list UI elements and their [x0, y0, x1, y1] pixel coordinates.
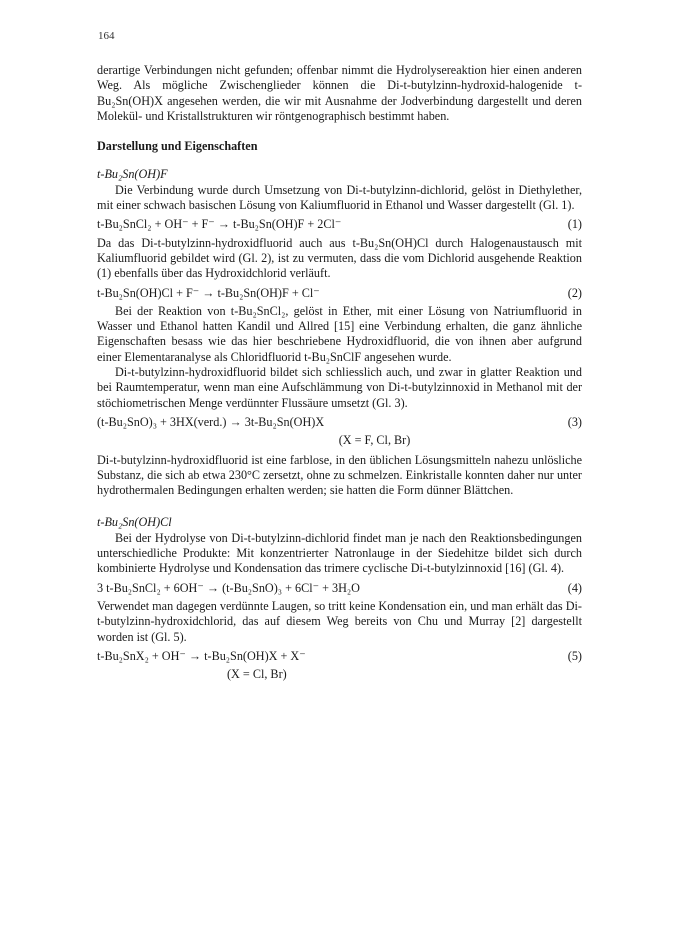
paragraph-2: Da das Di-t-butylzinn-hydroxidfluorid auch aus t-Bu₂Sn(OH)Cl durch Halogenaustausch mit Kaliumfluorid gebildet wird (Gl. 2), ist zu vermuten, dass die vom Dichlorid ausgehende Reaktion (1) ebenfalls über das Hydroxidchlorid verläuft.	[97, 235, 582, 281]
intro-paragraph: derartige Verbindungen nicht gefunden; offenbar nimmt die Hydrolysereaktion hier einen anderen Weg. Als mögliche Zwischenglieder können die Di-t-butylzinn-hydroxid-halogenide t-Bu₂Sn(OH)X angesehen werden, die wir mit Ausnahme der Jodverbindung dargestellt und deren Molekül- und Kristallstrukturen wir röntgenographisch bestimmt haben.	[97, 63, 582, 123]
section-heading: Darstellung und Eigenschaften	[97, 139, 258, 154]
paragraph-1: Die Verbindung wurde durch Umsetzung von Di-t-butylzinn-dichlorid, gelöst in Diethylether, mit einer schwach basischen Lösung von Kaliumfluorid in Ethanol und Wasser dargestellt (Gl. 1).	[97, 182, 582, 213]
equation-3-number: (3)	[567, 414, 582, 429]
paragraph-7: Verwendet man dagegen verdünnte Laugen, so tritt keine Kondensation ein, und man erhält das Di-t-butylzinn-hydroxidchlorid, das auf diesem Weg bereits von Chu und Murray [2] dargestellt worden ist (Gl. 5).	[97, 598, 582, 644]
equation-5-text: t-Bu₂SnX₂ + OH⁻ → t-Bu₂Sn(OH)X + X⁻	[97, 648, 306, 663]
equation-3-condition: (X = F, Cl, Br)	[338, 433, 411, 448]
equation-4-number: (4)	[567, 580, 582, 595]
equation-1-text: t-Bu₂SnCl₂ + OH⁻ + F⁻ → t-Bu₂Sn(OH)F + 2Cl⁻	[97, 217, 342, 232]
paragraph-5: Di-t-butylzinn-hydroxidfluorid ist eine farblose, in den üblichen Lösungsmitteln nahezu unlösliche Substanz, die sich ab etwa 230°C zersetzt, ohne zu schmelzen. Einkristalle konnten daher nur unter hydrothermalen Bedingungen erhalten werden; sie hatten die Form dünner Blättchen.	[97, 452, 582, 498]
paragraph-3: Bei der Reaktion von t-Bu₂SnCl₂, gelöst in Ether, mit einer Lösung von Natriumfluorid in Wasser und Ethanol hatten Kandil und Allred [15] eine Verbindung erhalten, die ganz ähnliche Eigenschaften besass wie das hier beschriebene Hydroxidfluorid, die von ihnen aber aufgrund einer Elementaranalyse als Chloridfluorid t-Bu₂SnClF angesehen wurde.	[97, 303, 582, 364]
equation-5	[97, 649, 582, 664]
paragraph-6: Bei der Hydrolyse von Di-t-butylzinn-dichlorid findet man je nach den Reaktionsbedingungen unterschiedliche Produkte: Mit konzentrierter Natronlauge in der Siedehitze bildet sich durch kombinierte Hydrolyse und Kondensation das trimere cyclische Di-t-butylzinnoxid [16] (Gl. 4).	[97, 530, 582, 576]
page-number: 164	[98, 30, 115, 42]
equation-4-text: 3 t-Bu₂SnCl₂ + 6OH⁻ → (t-Bu₂SnO)₃ + 6Cl⁻ + 3H₂O	[97, 580, 360, 595]
equation-5-condition: (X = Cl, Br)	[227, 667, 287, 682]
equation-1-number: (1)	[567, 217, 582, 232]
page-body	[97, 63, 582, 686]
equation-2-text: t-Bu₂Sn(OH)Cl + F⁻ → t-Bu₂Sn(OH)F + Cl⁻	[97, 285, 320, 300]
equation-2	[97, 286, 582, 301]
equation-4	[97, 581, 582, 596]
subheading-hydroxidchlorid: t-Bu₂Sn(OH)Cl	[97, 515, 172, 530]
paragraph-4: Di-t-butylzinn-hydroxidfluorid bildet sich schliesslich auch, und zwar in glatter Reaktion und bei Raumtemperatur, wenn man eine Aufschlämmung von Di-t-butylzinnoxid in Methanol mit der stöchiometrischen Menge verdünnter Flussäure umsetzt (Gl. 3).	[97, 365, 582, 410]
subheading-hydroxidfluorid: t-Bu₂Sn(OH)F	[97, 167, 168, 182]
equation-3	[97, 415, 582, 430]
equation-3-text: (t-Bu₂SnO)₃ + 3HX(verd.) → 3t-Bu₂Sn(OH)X	[97, 414, 325, 429]
equation-2-number: (2)	[567, 285, 582, 300]
equation-1	[97, 217, 582, 232]
equation-5-number: (5)	[567, 648, 582, 663]
